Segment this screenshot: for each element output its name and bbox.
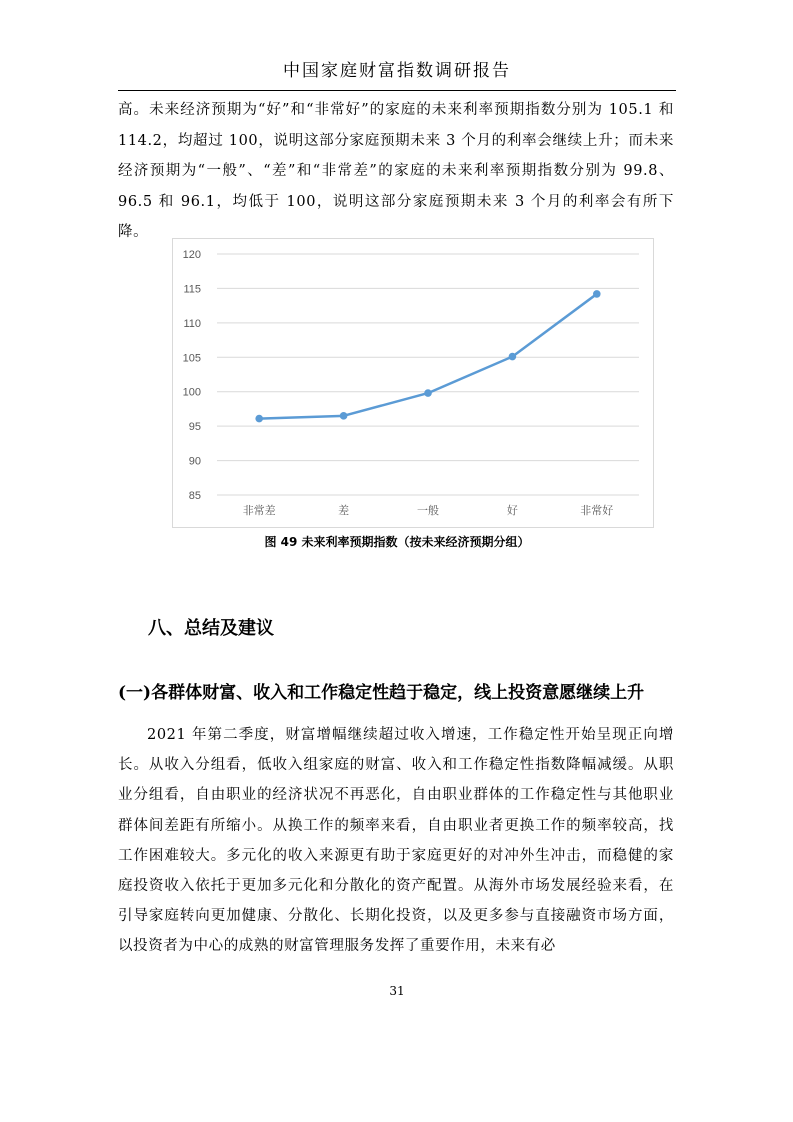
figure-caption: 图 49 未来利率预期指数（按未来经济预期分组） [264, 535, 530, 549]
section-title: 八、总结及建议 [148, 618, 274, 639]
paragraph-summary: 2021 年第二季度，财富增幅继续超过收入增速，工作稳定性开始呈现正向增长。从收入分组看，低收入组家庭的财富、收入和工作稳定性指数降幅减缓。从职业分组看，自由职业的经济状况不再恶化，自由职业群体的工作稳定性与其他职业群体间差距有所缩小。从换工作的频率来看，自由职业者更换工作的频率较高，找工作困难较大。多元化的收入来源更有助于家庭更好的对冲外生冲击，而稳健的家庭投资收入依托于更加多元化和分散化的资产配置。从海外市场发展经验来看，在引导家庭转向更加健康、分散化、长期化投资，以及更多参与直接融资市场方面，以投资者为中心的成熟的财富管理服务发挥了重要作用，未来有必 [118, 727, 674, 955]
y-tick-label: 100 [182, 386, 201, 399]
data-point-好 [509, 353, 517, 361]
data-point-一般 [424, 389, 432, 397]
data-point-非常好 [593, 290, 601, 298]
data-point-非常差 [255, 415, 263, 423]
y-tick-label: 105 [182, 352, 201, 365]
header-rule [118, 90, 676, 91]
paragraph-interest-rate-expectation: 高。未来经济预期为“好”和“非常好”的家庭的未来利率预期指数分别为 105.1 和 114.2，均超过 100，说明这部分家庭预期未来 3 个月的利率会继续上升；而未来经济预期为“一般”、“差”和“非常差”的家庭的未来利率预期指数分别为 99.8、96.5 和 96.1，均低于 100，说明这部分家庭预期未来 3 个月的利率会有所下降。 [118, 102, 674, 240]
chart-svg [173, 239, 653, 527]
x-tick-label: 非常好 [580, 504, 614, 517]
x-tick-label: 非常差 [242, 504, 276, 517]
y-tick-label: 120 [182, 249, 201, 261]
x-tick-label: 差 [338, 504, 350, 517]
data-point-差 [340, 412, 348, 420]
y-tick-label: 95 [188, 421, 201, 434]
subsection-title: (一)各群体财富、收入和工作稳定性趋于稳定，线上投资意愿继续上升 [118, 683, 645, 703]
y-tick-label: 110 [183, 317, 201, 330]
interest-rate-expectation-chart [172, 238, 654, 528]
x-tick-label: 好 [506, 504, 518, 517]
page-number: 31 [389, 984, 405, 998]
x-tick-label: 一般 [417, 504, 439, 517]
page-header-title: 中国家庭财富指数调研报告 [283, 61, 511, 81]
y-tick-label: 115 [183, 283, 201, 296]
y-tick-label: 85 [188, 490, 201, 502]
series-line [259, 294, 597, 419]
y-tick-label: 90 [188, 455, 201, 468]
